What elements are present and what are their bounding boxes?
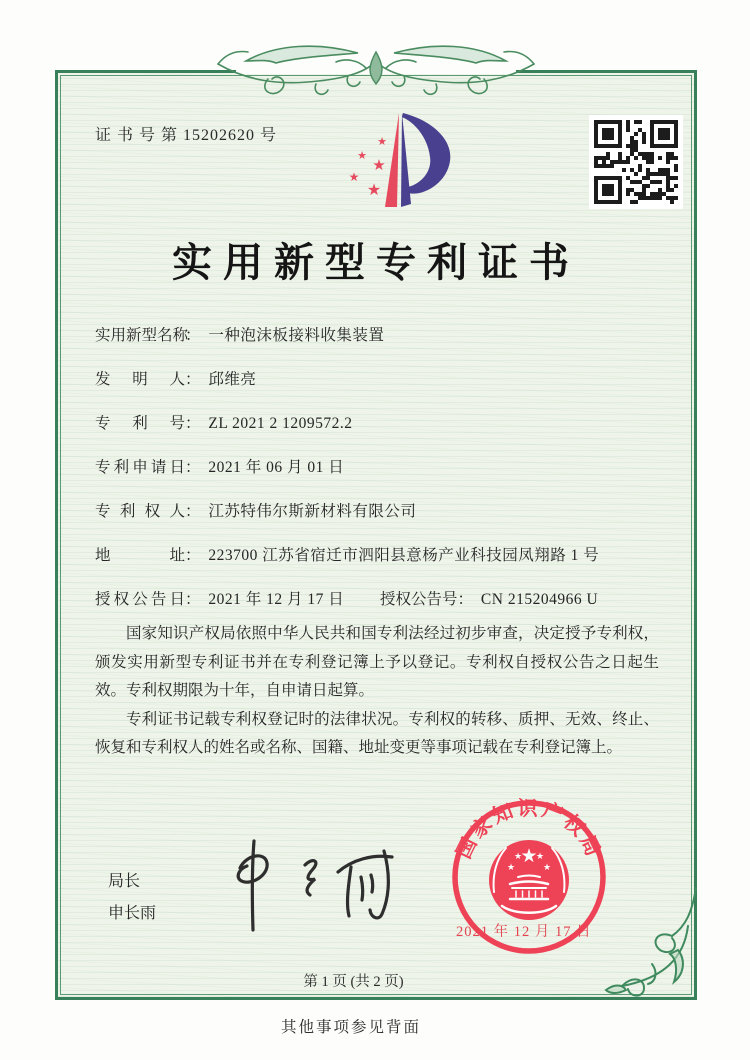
field-label: 专利号 [95,415,185,432]
field-label: 专利申请日 [95,459,185,476]
field-row-grant: 授权公告日： 2021 年 12 月 17 日 授权公告号： CN 215204966 U [95,587,661,613]
certificate-title: 实用新型专利证书 [172,240,580,285]
field-value: ZL 2021 2 1209572.2 [208,415,353,432]
logo-star-icon: ★ [372,156,386,174]
qr-finder-icon [594,176,622,204]
legal-text [95,620,659,763]
page-number: 第 1 页 (共 2 页) [303,974,404,990]
qr-code [589,115,683,209]
back-note: 其他事项参见背面 [280,1019,421,1036]
field-row-patentee: 专利权人： 江苏特伟尔斯新材料有限公司 [95,499,661,525]
qr-finder-icon [650,120,678,148]
field-value: 江苏特伟尔斯新材料有限公司 [208,503,417,520]
logo-red-wedge [385,113,399,207]
logo-star-icon: ★ [357,149,367,162]
seal-date: 2021 年 12 月 17 日 [456,924,592,940]
field-row-patent-no: 专利号： ZL 2021 2 1209572.2 [95,411,661,437]
director-name: 申长雨 [108,905,157,922]
field-value: 2021 年 06 月 01 日 [208,459,345,476]
field-value: 邱维亮 [208,371,257,388]
field-value: 223700 江苏省宿迁市泗阳县意杨产业科技园凤翔路 1 号 [208,547,600,564]
field-label: 实用新型名称 [95,327,189,344]
signoff-block [108,866,156,930]
field-value: CN 215204966 U [480,591,599,608]
director-title: 局长 [108,873,141,890]
field-row-inventor: 发明人： 邱维亮 [95,367,661,393]
qr-finder-icon [594,120,622,148]
director-signature [212,836,404,938]
legal-paragraph-2: 专利证书记载专利权登记时的法律状况。专利权的转移、质押、无效、终止、恢复和专利权人的姓名或名称、国籍、地址变更等事项记载在专利登记簿上。 [95,710,659,756]
field-row-filing-date: 专利申请日： 2021 年 06 月 01 日 [95,455,661,481]
national-emblem-icon [489,840,569,920]
svg-text:★: ★ [535,852,545,862]
svg-text:★: ★ [513,852,523,862]
svg-text:★: ★ [506,863,516,873]
field-label: 发明人 [95,371,185,388]
field-value: 一种泡沫板接料收集装置 [208,327,385,344]
logo-star-icon: ★ [348,170,360,184]
seal-text: 国家知识产权局 [453,798,605,863]
field-label: 授权公告日 [95,591,185,608]
field-value: 2021 年 12 月 17 日 [208,591,345,608]
field-label: 地址 [95,547,185,564]
field-label: 授权公告号 [380,591,458,608]
field-grant-no: 授权公告号： CN 215204966 U [380,587,598,613]
svg-text:★: ★ [542,863,552,873]
logo-star-icon: ★ [377,135,387,148]
top-flourish-ornament [216,34,536,106]
svg-text:★: ★ [520,845,538,867]
field-row-address: 地址： 223700 江苏省宿迁市泗阳县意杨产业科技园凤翔路 1 号 [95,543,661,569]
logo-p-bowl [402,113,450,194]
certificate-number: 证 书 号 第 15202620 号 [95,127,278,144]
logo-star-icon: ★ [366,180,382,199]
legal-paragraph-1: 国家知识产权局依照中华人民共和国专利法经过初步审查，决定授予专利权，颁发实用新型专利证书并在专利登记簿上予以登记。专利权自授权公告之日起生效。专利权期限为十年，自申请日起算。 [95,625,659,699]
field-label: 专利权人 [95,503,185,520]
field-list [95,323,661,631]
cnipa-logo [306,106,456,220]
field-row-name: 实用新型名称： 一种泡沫板接料收集装置 [95,323,661,349]
